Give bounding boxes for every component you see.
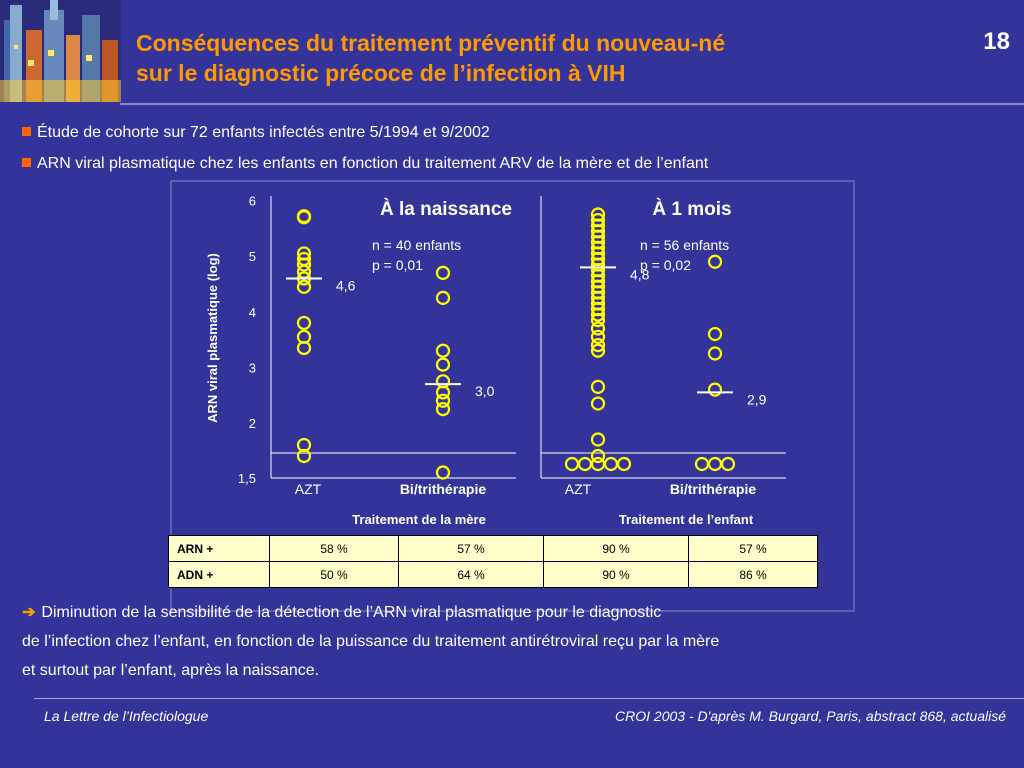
data-point-below-threshold bbox=[618, 458, 630, 470]
table-cell: 90 % bbox=[544, 562, 689, 588]
median-label: 3,0 bbox=[475, 383, 495, 400]
bullet-2 bbox=[22, 155, 708, 173]
data-point bbox=[298, 211, 310, 223]
data-point bbox=[298, 317, 310, 329]
conclusion-line-3: et surtout par l’enfant, après la naissance. bbox=[22, 662, 320, 679]
data-point bbox=[298, 450, 310, 462]
data-point bbox=[298, 439, 310, 451]
data-point bbox=[298, 266, 310, 278]
data-point bbox=[298, 342, 310, 354]
x-tick-label: AZT bbox=[564, 481, 592, 497]
data-point bbox=[298, 281, 310, 293]
chart-panel bbox=[286, 198, 512, 497]
panel-annotation-p: p = 0,02 bbox=[640, 257, 691, 273]
median-label: 4,8 bbox=[630, 266, 650, 283]
data-point bbox=[592, 292, 604, 304]
data-point bbox=[437, 345, 449, 357]
data-point bbox=[592, 253, 604, 265]
table-cell: 57 % bbox=[399, 536, 544, 562]
data-point bbox=[592, 303, 604, 315]
slide-title bbox=[136, 28, 916, 88]
y-tick-label: 1,5 bbox=[237, 471, 256, 486]
arrow-right-icon: ➔ bbox=[22, 604, 36, 621]
data-point bbox=[437, 386, 449, 398]
data-point bbox=[592, 214, 604, 226]
cityscape-logo-image bbox=[0, 0, 121, 102]
slide-number: 18 bbox=[983, 28, 1010, 55]
y-tick-label: 2 bbox=[248, 416, 256, 431]
data-point bbox=[592, 225, 604, 237]
table-row bbox=[169, 562, 818, 588]
footer-divider bbox=[34, 698, 1024, 699]
data-point bbox=[437, 467, 449, 479]
data-point bbox=[592, 450, 604, 462]
table-row bbox=[169, 536, 818, 562]
data-point bbox=[592, 331, 604, 343]
data-point bbox=[709, 384, 721, 396]
table-cell: 90 % bbox=[544, 536, 689, 562]
data-point bbox=[298, 259, 310, 271]
conclusion-line-2: de l’infection chez l’enfant, en fonction de la puissance du traitement antirétroviral reçu par la mère bbox=[22, 633, 720, 650]
title-line-1: Conséquences du traitement préventif du nouveau-né bbox=[136, 30, 726, 56]
bullet-square-icon bbox=[22, 158, 31, 167]
table-row-label: ADN + bbox=[169, 562, 270, 588]
x-group-label-mere: Traitement de la mère bbox=[352, 512, 486, 527]
data-point bbox=[298, 253, 310, 265]
data-point bbox=[709, 348, 721, 360]
table-row-label: ARN + bbox=[169, 536, 270, 562]
data-point bbox=[437, 375, 449, 387]
footer-source: CROI 2003 - D'après M. Burgard, Paris, abstract 868, actualisé bbox=[615, 708, 1006, 724]
data-point bbox=[592, 275, 604, 287]
title-divider bbox=[120, 103, 1024, 105]
data-point bbox=[592, 314, 604, 326]
data-point bbox=[592, 309, 604, 321]
title-line-2: sur le diagnostic précoce de l’infection à VIH bbox=[136, 60, 626, 86]
y-tick-label: 5 bbox=[248, 249, 256, 265]
data-point bbox=[592, 297, 604, 309]
panel-title: À la naissance bbox=[379, 199, 513, 220]
data-point bbox=[437, 403, 449, 415]
data-point bbox=[592, 236, 604, 248]
data-point-below-threshold bbox=[605, 458, 617, 470]
data-point bbox=[592, 286, 604, 298]
data-point bbox=[592, 209, 604, 221]
panel-annotation-p: p = 0,01 bbox=[372, 257, 423, 273]
bullet-1 bbox=[22, 124, 490, 142]
bullet-2-text: ARN viral plasmatique chez les enfants en fonction du traitement ARV de la mère et de l’enfant bbox=[37, 155, 709, 172]
data-point bbox=[592, 270, 604, 282]
table-cell: 64 % bbox=[399, 562, 544, 588]
data-point bbox=[709, 256, 721, 268]
x-tick-label: Bi/trithérapie bbox=[399, 481, 487, 497]
data-point bbox=[592, 339, 604, 351]
data-point bbox=[298, 331, 310, 343]
y-axis-label: ARN viral plasmatique (log) bbox=[205, 253, 220, 423]
data-point bbox=[437, 395, 449, 407]
data-point-below-threshold bbox=[579, 458, 591, 470]
data-point-below-threshold bbox=[592, 458, 604, 470]
table-cell: 86 % bbox=[689, 562, 818, 588]
chart-panel bbox=[565, 198, 767, 497]
bullet-square-icon bbox=[22, 127, 31, 136]
panel-annotation-n: n = 40 enfants bbox=[372, 237, 462, 253]
data-point bbox=[437, 292, 449, 304]
panel-annotation-n: n = 56 enfants bbox=[640, 237, 730, 253]
footer-publication: La Lettre de l’Infectiologue bbox=[44, 708, 209, 724]
y-tick-label: 4 bbox=[248, 304, 256, 320]
data-point bbox=[592, 220, 604, 232]
data-point bbox=[437, 267, 449, 279]
data-point-below-threshold bbox=[696, 458, 708, 470]
data-point bbox=[592, 381, 604, 393]
data-point bbox=[298, 210, 310, 222]
data-point bbox=[592, 434, 604, 446]
table-cell: 58 % bbox=[270, 536, 399, 562]
data-point bbox=[592, 259, 604, 271]
data-point bbox=[592, 345, 604, 357]
x-tick-label: AZT bbox=[294, 481, 322, 497]
data-point-below-threshold bbox=[709, 458, 721, 470]
y-tick-label: 6 bbox=[248, 193, 256, 209]
data-point bbox=[592, 322, 604, 334]
data-point bbox=[298, 272, 310, 284]
bullet-1-text: Étude de cohorte sur 72 enfants infectés entre 5/1994 et 9/2002 bbox=[37, 124, 490, 141]
data-point bbox=[709, 328, 721, 340]
x-group-label-enfant: Traitement de l’enfant bbox=[618, 512, 754, 527]
conclusion bbox=[22, 598, 1012, 685]
y-tick-label: 3 bbox=[248, 360, 256, 376]
data-point bbox=[437, 359, 449, 371]
data-point bbox=[592, 281, 604, 293]
data-point-below-threshold bbox=[722, 458, 734, 470]
data-point bbox=[298, 247, 310, 259]
table-cell: 50 % bbox=[270, 562, 399, 588]
data-point bbox=[592, 398, 604, 410]
median-label: 4,6 bbox=[336, 277, 356, 294]
results-table bbox=[168, 535, 818, 588]
data-point bbox=[592, 231, 604, 243]
table-cell: 57 % bbox=[689, 536, 818, 562]
data-point bbox=[592, 264, 604, 276]
conclusion-line-1: Diminution de la sensibilité de la détection de l’ARN viral plasmatique pour le diagnostic bbox=[41, 604, 662, 621]
data-point bbox=[592, 242, 604, 254]
panel-title: À 1 mois bbox=[652, 199, 732, 220]
data-point-below-threshold bbox=[566, 458, 578, 470]
x-tick-label: Bi/trithérapie bbox=[669, 481, 757, 497]
data-point bbox=[592, 247, 604, 259]
median-label: 2,9 bbox=[747, 391, 767, 408]
